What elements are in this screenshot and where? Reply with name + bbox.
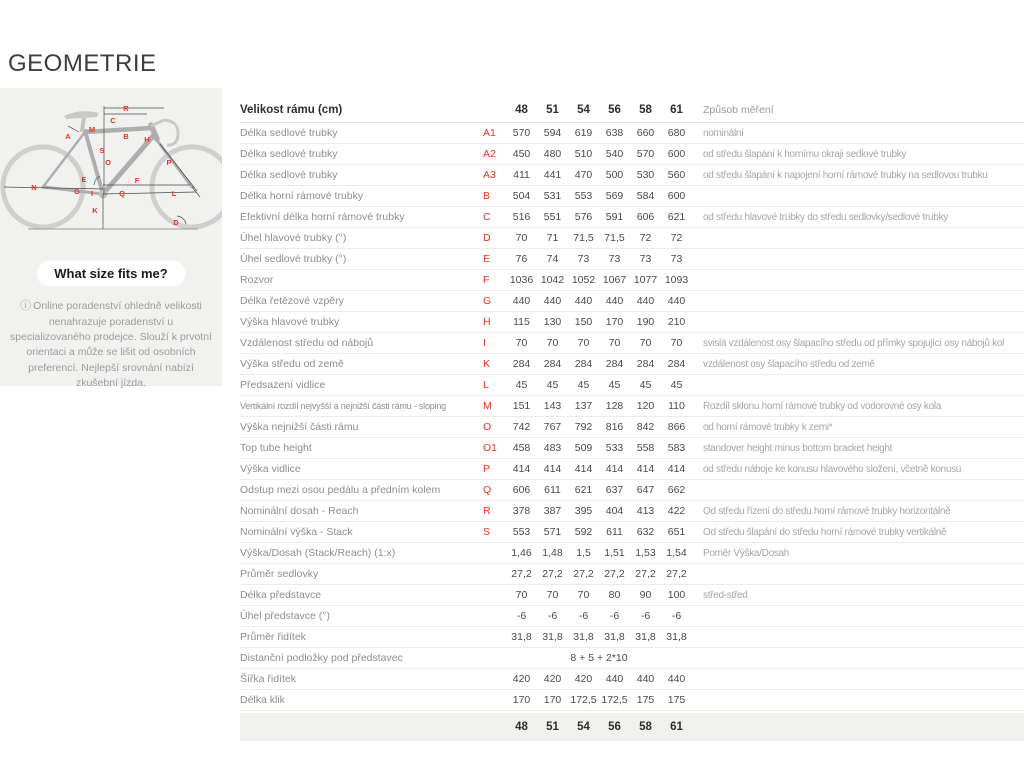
table-row — [240, 606, 1024, 627]
row-label: Délka řetězové vzpěry — [240, 295, 344, 307]
row-letter: Q — [483, 484, 492, 496]
row-value: 660 — [636, 127, 655, 139]
row-value: -6 — [578, 610, 589, 622]
row-label: Délka sedlové trubky — [240, 148, 338, 160]
row-value: 621 — [667, 211, 686, 223]
row-value: 569 — [605, 190, 624, 202]
row-value: 500 — [605, 169, 624, 181]
row-method: Od středu šlapání do středu horní rámové trubky vertikálně — [703, 526, 947, 538]
row-method: od horní rámové trubky k zemi* — [703, 421, 833, 433]
row-value: 120 — [636, 400, 655, 412]
footer-size: 51 — [546, 721, 559, 733]
row-value: 420 — [512, 673, 531, 685]
svg-text:G: G — [74, 187, 80, 196]
table-row — [240, 417, 1024, 438]
row-value: 606 — [636, 211, 655, 223]
row-value: 414 — [512, 463, 531, 475]
row-value: -6 — [609, 610, 620, 622]
row-method: svislá vzdálenost osy šlapacího středu od přímky spojující osy nábojů kol — [703, 337, 1005, 349]
row-value: 71,5 — [604, 232, 625, 244]
row-value: 31,8 — [635, 631, 656, 643]
row-value: 70 — [515, 589, 528, 601]
row-value: 72 — [670, 232, 683, 244]
row-value: -6 — [671, 610, 682, 622]
table-row — [240, 501, 1024, 522]
row-label: Délka sedlové trubky — [240, 127, 338, 139]
row-span-value: 8 + 5 + 2*10 — [570, 652, 628, 664]
row-value: 1,51 — [604, 547, 625, 559]
svg-text:Q: Q — [119, 189, 125, 198]
row-method: od středu náboje ke konusu hlavového složení, včetně konusu — [703, 463, 962, 475]
row-label: Vertikální rozdíl nejvyšší a nejnižší části rámu - sloping — [240, 401, 446, 411]
row-value: 70 — [670, 337, 683, 349]
row-letter: F — [483, 274, 490, 286]
table-row — [240, 354, 1024, 375]
row-value: 71,5 — [573, 232, 594, 244]
row-value: 553 — [574, 190, 593, 202]
page-title: GEOMETRIE — [8, 50, 157, 77]
row-letter: E — [483, 253, 491, 265]
row-value: 440 — [574, 295, 593, 307]
row-letter: M — [483, 400, 492, 412]
row-value: 76 — [515, 253, 528, 265]
row-value: 70 — [546, 589, 559, 601]
row-value: 80 — [608, 589, 621, 601]
row-letter: H — [483, 316, 491, 328]
table-row — [240, 627, 1024, 648]
row-value: 137 — [574, 400, 593, 412]
row-label: Úhel sedlové trubky (°) — [240, 253, 347, 265]
row-value: 600 — [667, 190, 686, 202]
row-label: Úhel hlavové trubky (°) — [240, 232, 347, 244]
row-value: 45 — [608, 379, 621, 391]
row-value: 584 — [636, 190, 655, 202]
row-value: 551 — [543, 211, 562, 223]
table-row — [240, 333, 1024, 354]
row-value: 175 — [636, 694, 655, 706]
row-value: 420 — [543, 673, 562, 685]
row-label: Délka klik — [240, 694, 285, 706]
table-row — [240, 396, 1024, 417]
row-label: Průměr řidítek — [240, 631, 306, 643]
row-value: 516 — [512, 211, 531, 223]
table-header-row — [240, 98, 1024, 123]
row-method: vzdálenost osy šlapacího středu od země — [703, 358, 875, 370]
svg-text:I: I — [90, 189, 94, 198]
svg-text:F: F — [134, 176, 140, 185]
row-value: 45 — [639, 379, 652, 391]
row-value: -6 — [640, 610, 651, 622]
table-row — [240, 207, 1024, 228]
row-label: Nominální výška - Stack — [240, 526, 353, 538]
row-value: 284 — [543, 358, 562, 370]
row-value: 414 — [636, 463, 655, 475]
table-row — [240, 144, 1024, 165]
row-value: 591 — [605, 211, 624, 223]
row-value: 576 — [574, 211, 593, 223]
row-value: 632 — [636, 526, 655, 538]
row-value: 621 — [574, 484, 593, 496]
svg-text:M: M — [88, 125, 96, 134]
row-value: 440 — [512, 295, 531, 307]
row-value: 70 — [577, 337, 590, 349]
row-label: Výška hlavové trubky — [240, 316, 340, 328]
row-value: 560 — [667, 169, 686, 181]
row-value: 45 — [577, 379, 590, 391]
row-value: 70 — [546, 337, 559, 349]
row-value: 27,2 — [604, 568, 625, 580]
row-value: 1,46 — [511, 547, 532, 559]
header-method-label: Způsob měření — [703, 104, 774, 116]
row-value: 210 — [667, 316, 686, 328]
svg-text:K: K — [92, 206, 98, 215]
row-value: 842 — [636, 421, 655, 433]
row-value: 110 — [668, 400, 685, 412]
row-value: 533 — [605, 442, 624, 454]
row-value: 45 — [546, 379, 559, 391]
row-value: 440 — [605, 673, 624, 685]
row-value: 1067 — [602, 274, 627, 286]
table-row — [240, 480, 1024, 501]
row-label: Rozvor — [240, 274, 274, 286]
table-footer-row — [240, 713, 1024, 741]
row-letter: C — [483, 211, 491, 223]
row-value: 172,5 — [570, 694, 597, 706]
row-value: 792 — [574, 421, 593, 433]
row-label: Vzdálenost středu od nábojů — [240, 337, 374, 349]
row-value: 70 — [639, 337, 652, 349]
svg-text:P: P — [166, 158, 172, 167]
row-value: 440 — [667, 295, 686, 307]
row-value: 284 — [605, 358, 624, 370]
svg-text:S: S — [99, 146, 105, 155]
svg-text:E: E — [81, 175, 87, 184]
row-letter: D — [483, 232, 491, 244]
footer-size: 61 — [670, 721, 683, 733]
row-value: 378 — [512, 505, 531, 517]
table-row — [240, 291, 1024, 312]
table-row — [240, 564, 1024, 585]
row-value: 816 — [605, 421, 624, 433]
row-value: 619 — [574, 127, 593, 139]
row-label: Délka sedlové trubky — [240, 169, 338, 181]
row-letter: I — [483, 337, 486, 349]
row-value: 1,48 — [542, 547, 563, 559]
row-label: Odstup mezi osou pedálu a předním kolem — [240, 484, 441, 496]
row-label: Délka představce — [240, 589, 322, 601]
row-label: Předsazení vidlice — [240, 379, 326, 391]
header-size: 51 — [546, 104, 559, 116]
row-value: 1,53 — [635, 547, 656, 559]
row-value: 606 — [512, 484, 531, 496]
row-value: 570 — [512, 127, 531, 139]
row-value: 509 — [574, 442, 593, 454]
row-value: 170 — [605, 316, 624, 328]
row-value: 411 — [513, 169, 530, 181]
row-value: 73 — [577, 253, 590, 265]
table-row — [240, 648, 1024, 669]
header-size: 58 — [639, 104, 652, 116]
row-method: Rozdíl sklonu horní rámové trubky od vodorovné osy kola — [703, 400, 942, 412]
header-frame-size-label: Velikost rámu (cm) — [240, 104, 343, 116]
row-value: 90 — [639, 589, 652, 601]
row-value: 1093 — [664, 274, 689, 286]
svg-text:R: R — [123, 104, 129, 113]
row-value: 553 — [512, 526, 531, 538]
row-method: Od středu řízení do středu horní rámové trubky horizontálně — [703, 505, 951, 517]
footer-size: 48 — [515, 721, 528, 733]
table-row — [240, 249, 1024, 270]
row-value: 73 — [608, 253, 621, 265]
row-value: 637 — [605, 484, 624, 496]
row-value: 115 — [513, 316, 530, 328]
row-label: Výška středu od země — [240, 358, 344, 370]
row-value: 387 — [543, 505, 562, 517]
row-letter: A1 — [483, 127, 496, 139]
row-value: -6 — [547, 610, 558, 622]
row-method: nominální — [703, 127, 744, 139]
row-method: Poměr Výška/Dosah — [703, 547, 790, 559]
row-value: 143 — [543, 400, 562, 412]
table-body — [240, 123, 1024, 711]
table-row — [240, 669, 1024, 690]
header-size: 54 — [577, 104, 590, 116]
row-value: 45 — [515, 379, 528, 391]
svg-text:L: L — [171, 189, 177, 198]
table-row — [240, 522, 1024, 543]
row-value: 647 — [636, 484, 655, 496]
row-value: 45 — [670, 379, 683, 391]
svg-text:N: N — [31, 183, 37, 192]
row-value: 530 — [636, 169, 655, 181]
row-value: 27,2 — [573, 568, 594, 580]
table-row — [240, 123, 1024, 144]
row-value: 170 — [512, 694, 531, 706]
row-label: Délka horní rámové trubky — [240, 190, 364, 202]
row-label: Výška nejnižší části rámu — [240, 421, 359, 433]
row-value: 1,5 — [576, 547, 591, 559]
row-letter: A2 — [483, 148, 496, 160]
dimension-lines — [4, 106, 200, 229]
size-advice-note — [10, 299, 212, 391]
row-label: Top tube height — [240, 442, 312, 454]
row-value: 284 — [574, 358, 593, 370]
header-size: 48 — [515, 104, 528, 116]
row-value: 866 — [667, 421, 686, 433]
row-value: 594 — [543, 127, 562, 139]
row-value: 742 — [512, 421, 531, 433]
row-value: 27,2 — [511, 568, 532, 580]
table-row — [240, 312, 1024, 333]
row-value: 31,8 — [604, 631, 625, 643]
row-value: 190 — [636, 316, 655, 328]
row-value: 27,2 — [635, 568, 656, 580]
row-value: 413 — [636, 505, 655, 517]
row-value: 1036 — [509, 274, 534, 286]
row-letter: G — [483, 295, 492, 307]
table-row — [240, 186, 1024, 207]
row-value: 592 — [574, 526, 593, 538]
row-label: Distanční podložky pod představec — [240, 652, 403, 664]
row-value: 72 — [639, 232, 652, 244]
table-row — [240, 585, 1024, 606]
row-method: od středu hlavové trubky do středu sedlovky/sedlové trubky — [703, 211, 948, 223]
row-letter: S — [483, 526, 491, 538]
row-value: 583 — [667, 442, 686, 454]
row-value: 767 — [543, 421, 562, 433]
row-value: 638 — [605, 127, 624, 139]
row-value: 440 — [636, 673, 655, 685]
row-value: 450 — [512, 148, 531, 160]
row-value: 1042 — [540, 274, 565, 286]
row-label: Výška vidlice — [240, 463, 301, 475]
row-letter: P — [483, 463, 491, 475]
row-letter: R — [483, 505, 491, 517]
header-size: 61 — [670, 104, 683, 116]
row-value: 71 — [546, 232, 559, 244]
row-value: 510 — [574, 148, 593, 160]
table-row — [240, 165, 1024, 186]
row-value: 170 — [543, 694, 562, 706]
svg-text:A: A — [65, 132, 71, 141]
table-row — [240, 438, 1024, 459]
row-label: Průměr sedlovky — [240, 568, 319, 580]
row-value: 458 — [512, 442, 531, 454]
row-value: 680 — [667, 127, 686, 139]
row-value: 531 — [543, 190, 562, 202]
row-value: 284 — [667, 358, 686, 370]
row-value: 571 — [543, 526, 562, 538]
row-value: 284 — [512, 358, 531, 370]
row-value: 284 — [636, 358, 655, 370]
row-label: Výška/Dosah (Stack/Reach) (1:x) — [240, 547, 396, 559]
row-value: 31,8 — [573, 631, 594, 643]
row-letter: A3 — [483, 169, 496, 181]
row-value: 31,8 — [666, 631, 687, 643]
row-value: 1077 — [633, 274, 658, 286]
row-value: 414 — [574, 463, 593, 475]
row-value: 70 — [515, 232, 528, 244]
row-value: 440 — [543, 295, 562, 307]
row-label: Šířka řidítek — [240, 673, 297, 685]
row-value: 651 — [667, 526, 686, 538]
row-value: 414 — [605, 463, 624, 475]
row-value: 570 — [636, 148, 655, 160]
row-letter: B — [483, 190, 491, 202]
row-value: 70 — [608, 337, 621, 349]
row-value: 73 — [639, 253, 652, 265]
svg-text:O: O — [105, 158, 111, 167]
svg-text:B: B — [123, 132, 129, 141]
row-value: 27,2 — [666, 568, 687, 580]
row-value: 440 — [605, 295, 624, 307]
row-label: Nominální dosah - Reach — [240, 505, 359, 517]
row-value: 483 — [543, 442, 562, 454]
row-value: 470 — [574, 169, 593, 181]
row-value: 662 — [667, 484, 686, 496]
row-value: 175 — [667, 694, 686, 706]
geometry-table — [240, 98, 1024, 741]
row-method: od středu šlapání k napojení horní rámové trubky na sedlovou trubku — [703, 169, 988, 181]
row-letter: K — [483, 358, 491, 370]
row-value: 1,54 — [666, 547, 687, 559]
row-value: 480 — [543, 148, 562, 160]
table-row — [240, 375, 1024, 396]
row-letter: O — [483, 421, 492, 433]
size-advisor-button[interactable]: What size fits me? — [36, 260, 186, 287]
row-value: 100 — [667, 589, 686, 601]
row-value: 172,5 — [601, 694, 628, 706]
row-value: 504 — [512, 190, 531, 202]
svg-text:D: D — [173, 218, 179, 227]
row-value: 130 — [543, 316, 562, 328]
row-value: 27,2 — [542, 568, 563, 580]
row-value: 70 — [515, 337, 528, 349]
row-value: 128 — [605, 400, 624, 412]
row-value: 1052 — [571, 274, 596, 286]
row-value: 611 — [606, 526, 623, 538]
row-value: -6 — [516, 610, 527, 622]
row-value: 31,8 — [511, 631, 532, 643]
row-value: 31,8 — [542, 631, 563, 643]
row-value: 74 — [546, 253, 559, 265]
table-row — [240, 543, 1024, 564]
row-value: 600 — [667, 148, 686, 160]
row-letter: L — [483, 379, 489, 391]
row-method: střed-střed — [703, 589, 748, 601]
row-value: 70 — [577, 589, 590, 601]
info-icon: ⓘ — [20, 300, 32, 312]
row-value: 611 — [544, 484, 561, 496]
row-value: 440 — [667, 673, 686, 685]
row-method: od středu šlapání k hornímu okraji sedlové trubky — [703, 148, 907, 160]
row-value: 150 — [574, 316, 593, 328]
table-row — [240, 690, 1024, 711]
row-value: 422 — [667, 505, 686, 517]
svg-text:H: H — [144, 135, 150, 144]
row-value: 441 — [543, 169, 562, 181]
table-row — [240, 228, 1024, 249]
footer-size: 58 — [639, 721, 652, 733]
row-method: standover height minus bottom bracket height — [703, 442, 893, 454]
row-value: 414 — [543, 463, 562, 475]
row-label: Úhel představce (°) — [240, 610, 330, 622]
front-wheel — [152, 147, 222, 227]
row-value: 73 — [670, 253, 683, 265]
row-value: 395 — [574, 505, 593, 517]
row-value: 414 — [667, 463, 686, 475]
row-value: 420 — [574, 673, 593, 685]
info-text: Online poradenství ohledně velikosti nenahrazuje poradenství u specializovaného prodejce. Slouží k prvotní orientaci a může se lišit od osobních preferencí. Nejlepší srovnání nabízí zkušební jízda. — [10, 300, 212, 389]
row-value: 404 — [605, 505, 624, 517]
row-value: 151 — [512, 400, 531, 412]
row-label: Efektivní délka horní rámové trubky — [240, 211, 405, 223]
row-letter: O1 — [483, 442, 498, 454]
footer-size: 54 — [577, 721, 590, 733]
footer-size: 56 — [608, 721, 621, 733]
bike-geometry-diagram — [0, 90, 222, 250]
row-value: 440 — [636, 295, 655, 307]
row-value: 540 — [605, 148, 624, 160]
svg-text:C: C — [110, 116, 116, 125]
header-size: 56 — [608, 104, 621, 116]
table-row — [240, 459, 1024, 480]
table-row — [240, 270, 1024, 291]
geometry-sidebar — [0, 88, 222, 389]
row-value: 558 — [636, 442, 655, 454]
